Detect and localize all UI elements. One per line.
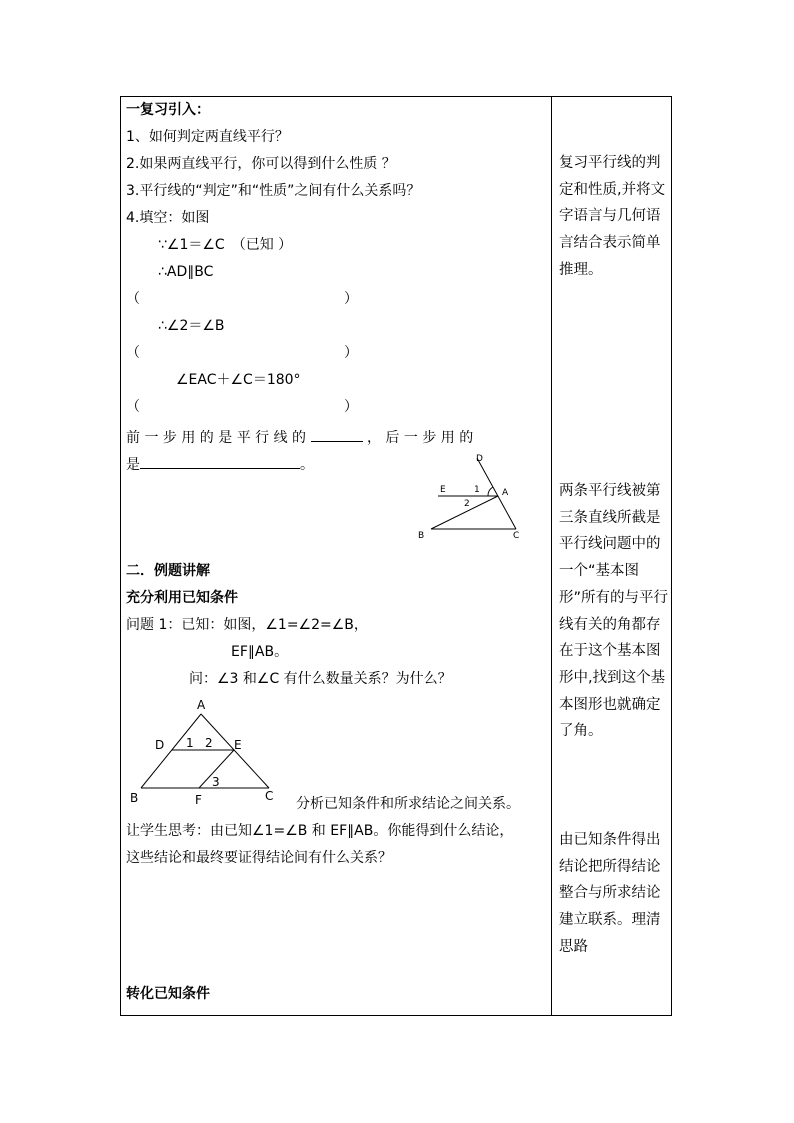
fill-text-end: 。 — [300, 457, 314, 473]
reason-blank-open: （ — [126, 345, 140, 361]
figure-parallel-transversal — [412, 450, 532, 542]
note-reasoning: 由已知条件得出结论把所得结论整合与所求结论建立联系。理清思路 — [559, 832, 661, 955]
note-review: 复习平行线的判定和性质,并将文字语言与几何语言结合表示简单推理。 — [559, 155, 666, 278]
review-heading: 一复习引入： — [126, 102, 210, 118]
label-angle-1: 1 — [186, 736, 194, 750]
review-question-4: 4.填空：如图 — [126, 210, 210, 226]
label-a: A — [197, 698, 206, 712]
label-e: E — [234, 738, 242, 752]
fill-text-c: 是 — [126, 457, 140, 473]
fill-text-b: ， 后 一 步 用 的 — [366, 430, 474, 446]
example-subheading-1: 充分利用已知条件 — [126, 590, 238, 606]
label-e: E — [440, 485, 446, 495]
reason-blank-open: （ — [126, 291, 140, 307]
think-text-2: 这些结论和最终要证得结论间有什么关系？ — [126, 850, 392, 866]
transversal-line-dc — [477, 458, 516, 529]
label-b: B — [130, 791, 139, 805]
label-f: F — [195, 793, 202, 806]
angle-1-arc — [488, 487, 493, 496]
figure-triangle-abc — [125, 694, 285, 806]
fill-line-1 — [126, 427, 473, 447]
proof-step-2: ∴AD∥BC — [158, 264, 214, 280]
label-angle-2: 2 — [205, 736, 213, 750]
fill-blank-2 — [140, 454, 300, 469]
problem-1-question: 问：∠3 和∠C 有什么数量关系？为什么？ — [189, 671, 452, 687]
note-basic-figure: 两条平行线被第三条直线所截是平行线问题中的一个“基本图形”所有的与平行线有关的角都存在于这个基本图形中,找到这个基本图形也就确定了角。 — [559, 483, 669, 740]
label-angle-2: 2 — [464, 499, 470, 509]
review-question-3: 3.平行线的“判定”和“性质”之间有什么关系吗？ — [126, 183, 421, 199]
label-angle-1: 1 — [474, 485, 480, 495]
fill-text-a: 前 一 步 用 的 是 平 行 线 的 — [126, 430, 307, 446]
fill-line-2 — [126, 454, 314, 474]
analysis-text: 分析已知条件和所求结论之间关系。 — [296, 796, 520, 812]
label-b: B — [418, 531, 425, 541]
review-question-1: 1、如何判定两直线平行？ — [126, 129, 289, 145]
reason-blank-close: ） — [344, 345, 358, 361]
reason-blank-close: ） — [344, 399, 358, 415]
fill-blank-1 — [311, 427, 363, 442]
label-c: C — [265, 789, 274, 803]
proof-step-3: ∴∠2＝∠B — [158, 318, 225, 334]
example-subheading-2: 转化已知条件 — [126, 986, 210, 1002]
example-heading: 二．例题讲解 — [126, 563, 210, 579]
proof-step-4: ∠EAC＋∠C＝180° — [176, 372, 301, 388]
problem-1-given: 问题 1：已知：如图，∠1=∠2=∠B， — [126, 617, 368, 633]
review-question-2: 2.如果两直线平行，你可以得到什么性质 ？ — [126, 156, 396, 172]
reason-blank-open: （ — [126, 399, 140, 415]
column-divider — [551, 96, 552, 1016]
proof-step-1: ∵∠1＝∠C （已知 ） — [158, 237, 293, 253]
label-a: A — [502, 488, 509, 498]
label-c: C — [513, 531, 520, 541]
think-text-1: 让学生思考：由已知∠1=∠B 和 EF∥AB。你能得到什么结论， — [126, 823, 514, 839]
problem-1-given-2: EF∥AB。 — [231, 644, 289, 660]
side-ab — [141, 714, 201, 788]
label-d: D — [155, 738, 165, 752]
label-d: D — [476, 454, 483, 464]
label-angle-3: 3 — [212, 775, 220, 789]
reason-blank-close: ） — [344, 291, 358, 307]
